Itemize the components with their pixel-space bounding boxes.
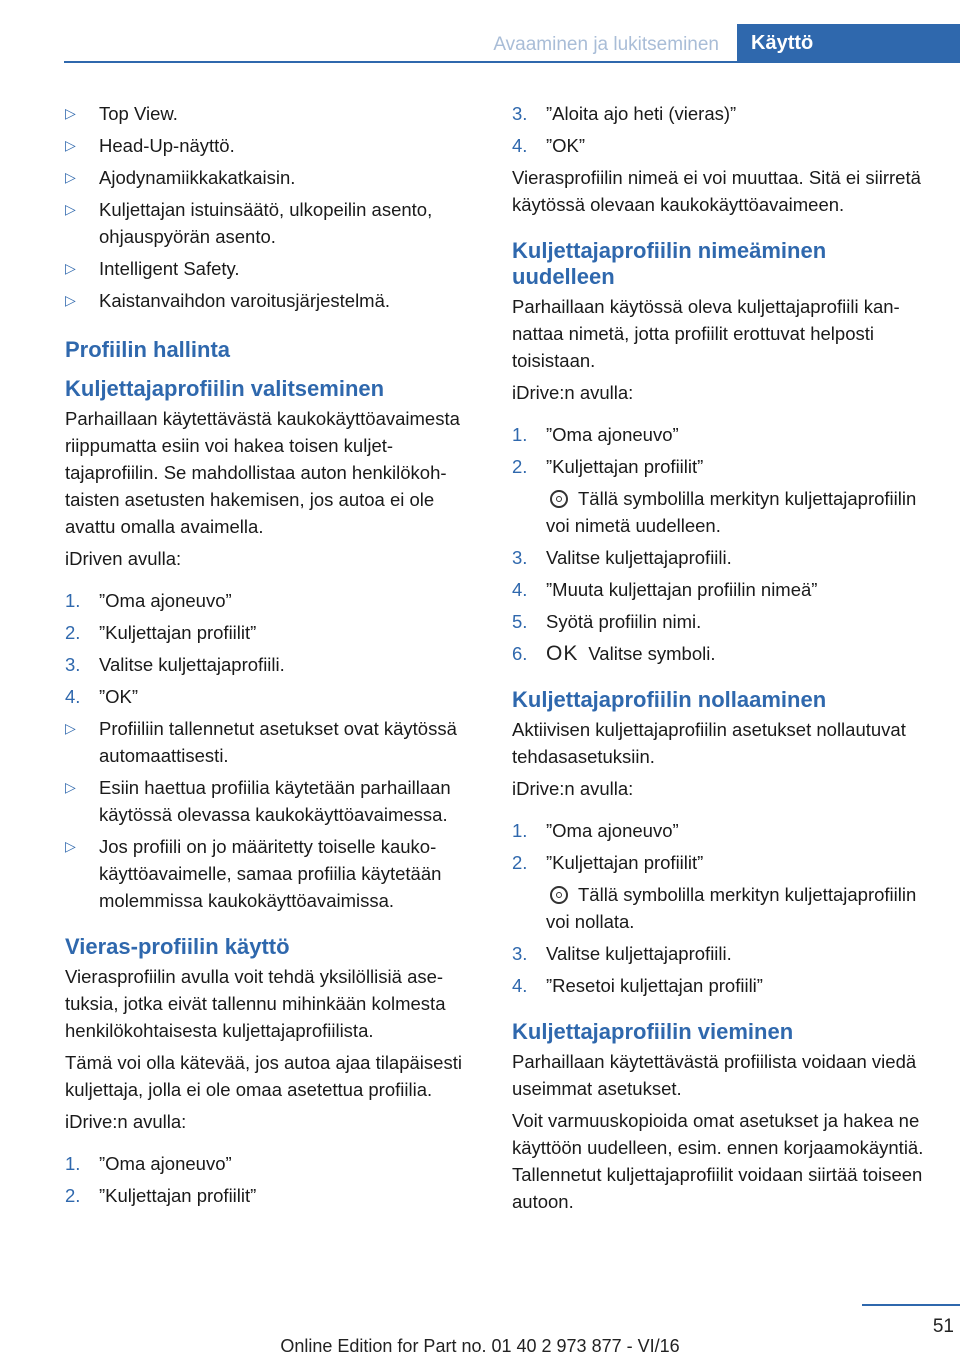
paragraph: Voit varmuuskopioida omat asetukset ja hakea ne käyttöön uudelleen, esim. ennen korjaamokäyntiä. Tallennetut kuljettajaprofiilit voidaan siirtää toiseen autoon.: [512, 1110, 924, 1212]
header-chapter-tab: Käyttö: [737, 24, 960, 62]
idrive-label: iDrive:n avulla:: [512, 778, 634, 799]
paragraph: Parhaillaan käytettävästä profiilista voidaan viedä useimmat asetukset.: [512, 1051, 917, 1099]
heading-nimeaminen: Kuljettajaprofiilin nimeäminen uudelleen: [512, 238, 827, 289]
heading-vieras-profiili: Vieras-profiilin käyttö: [65, 934, 290, 959]
heading-nollaaminen: Kuljettajaprofiilin nollaaminen: [512, 687, 827, 712]
list-item: 5. Syötä profiilin nimi.: [512, 611, 702, 632]
idrive-label: iDrive:n avulla:: [65, 1111, 187, 1132]
ok-icon: OK: [546, 642, 579, 665]
paragraph: Vierasprofiilin nimeä ei voi muuttaa. Sitä ei siirretä käytössä olevaan kaukokäyttöavaimeen.: [512, 167, 921, 215]
paragraph: Tämä voi olla kätevää, jos autoa ajaa tilapäisesti kuljettaja, jolla ei ole omaa asetettua profiilia.: [65, 1052, 462, 1100]
list-item: ▷ Top View.: [65, 100, 477, 127]
paragraph: Parhaillaan käytössä oleva kuljettajaprofiili kannattaa nimetä, jotta profiilit erottuvat helposti toisistaan.: [512, 296, 900, 371]
list-subitem: Tällä symbolilla merkityn kuljettajaprofiilin voi nimetä uudelleen.: [546, 488, 917, 536]
list-item: 3. Valitse kuljettajaprofiili.: [65, 654, 285, 675]
footer-rule: [862, 1304, 960, 1306]
paragraph: Parhaillaan käytettävästä kaukokäyttöavaimesta riippumatta esiin voi hakea toisen kuljettajaprofiilin. Se mahdollistaa auton henkilökohtaisten asetusten hakemisen, jos autoa ei ole avattu omalla avaimella.: [65, 408, 460, 537]
triangle-bullet-icon: ▷: [65, 201, 76, 217]
left-column: [65, 100, 477, 1214]
list-item: 3. Valitse kuljettajaprofiili.: [512, 943, 732, 964]
list-item: ▷ Ajodynamiikkakatkaisin.: [65, 164, 477, 191]
list-item: 1. ”Oma ajoneuvo”: [512, 424, 679, 445]
list-item: ▷ Kaistanvaihdon varoitusjärjestelmä.: [65, 287, 477, 314]
list-item: ▷ Intelligent Safety.: [65, 255, 477, 282]
header-section-title: Avaaminen ja lukitseminen: [493, 34, 719, 55]
triangle-bullet-icon: ▷: [65, 292, 76, 308]
list-item: ▷ Kuljettajan istuinsäätö, ulkopeilin asento, ohjauspyörän asento.: [65, 196, 477, 250]
idrive-label: iDrive:n avulla:: [512, 382, 634, 403]
heading-profiilin-valitseminen: Kuljettajaprofiilin valitseminen: [65, 376, 385, 401]
heading-vieminen: Kuljettajaprofiilin vieminen: [512, 1019, 794, 1044]
list-item: 2. ”Kuljettajan profiilit”: [65, 622, 257, 643]
list-item: 2. ”Kuljettajan profiilit”: [65, 1185, 257, 1206]
page-number: 51: [932, 1316, 954, 1337]
list-item: 2. ”Kuljettajan profiilit”: [512, 852, 704, 873]
triangle-bullet-icon: ▷: [65, 105, 76, 121]
list-subitem: Tällä symbolilla merkityn kuljettajaprofiilin voi nollata.: [546, 884, 917, 932]
triangle-bullet-icon: ▷: [65, 260, 76, 276]
list-item: 3. Valitse kuljettajaprofiili.: [512, 547, 732, 568]
paragraph: Vierasprofiilin avulla voit tehdä yksilöllisiä asetuksia, jotka eivät tallennu mihinkään kolmesta henkilökohtaisesta kuljettajaprofiilista.: [65, 966, 446, 1041]
list-item: 2. ”Kuljettajan profiilit”: [512, 456, 704, 477]
list-item: 1. ”Oma ajoneuvo”: [65, 590, 232, 611]
edition-line: Online Edition for Part no. 01 40 2 973 877 - VI/16: [280, 1336, 680, 1356]
triangle-bullet-icon: ▷: [65, 838, 76, 854]
triangle-bullet-icon: ▷: [65, 137, 76, 153]
list-item: 4. ”Resetoi kuljettajan profiili”: [512, 975, 763, 996]
heading-profiilin-hallinta: Profiilin hallinta: [65, 337, 231, 362]
list-item: ▷ Head-Up-näyttö.: [65, 132, 477, 159]
triangle-bullet-icon: ▷: [65, 169, 76, 185]
list-item: 4. ”OK”: [65, 686, 139, 707]
triangle-bullet-icon: ▷: [65, 720, 76, 736]
paragraph: Aktiivisen kuljettajaprofiilin asetukset nollautuvat tehdasasetuksiin.: [512, 719, 906, 767]
right-column: [512, 100, 930, 1220]
list-item: 4. ”OK”: [512, 135, 586, 156]
list-item: 1. ”Oma ajoneuvo”: [512, 820, 679, 841]
list-item: 3. ”Aloita ajo heti (vieras)”: [512, 103, 737, 124]
list-item: 1. ”Oma ajoneuvo”: [65, 1153, 232, 1174]
list-item: 6. OK Valitse symboli.: [512, 642, 716, 665]
triangle-bullet-icon: ▷: [65, 779, 76, 795]
idrive-label: iDriven avulla:: [65, 548, 182, 569]
list-item: ▷ Profiiliin tallennetut asetukset ovat käytössä automaattisesti.: [65, 715, 477, 769]
gear-icon: [550, 490, 568, 508]
gear-icon: [550, 886, 568, 904]
list-item: ▷ Jos profiili on jo määritetty toiselle kaukokäyttöavaimelle, samaa profiilia käytetään molemmissa kaukokäyttöavaimissa.: [65, 833, 477, 914]
list-item: ▷ Esiin haettua profiilia käytetään parhaillaan käytössä olevassa kaukokäyttöavaimessa.: [65, 774, 477, 828]
list-item: 4. ”Muuta kuljettajan profiilin nimeä”: [512, 579, 818, 600]
header-rule: [64, 61, 960, 63]
